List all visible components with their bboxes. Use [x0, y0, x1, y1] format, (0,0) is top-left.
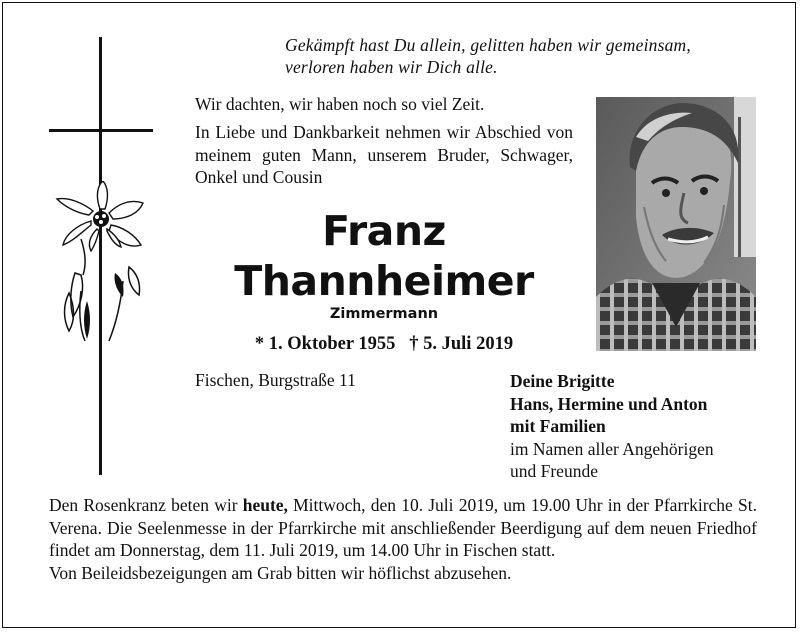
address: Fischen, Burgstraße 11 — [195, 370, 356, 390]
portrait-photo — [596, 97, 756, 351]
first-name: Franz — [322, 207, 446, 255]
last-name: Thannheimer — [234, 257, 534, 305]
motto-line-2: verloren haben wir Dich alle. — [285, 57, 498, 77]
intro-first-line: Wir dachten, wir haben noch so viel Zeit. — [195, 94, 485, 114]
condolence-note: Von Beileidsbezeigungen am Grab bitten wir höflichst abzusehen. — [49, 562, 512, 583]
signature-line-2: Hans, Hermine und Anton — [510, 393, 708, 414]
death-date: † 5. Juli 2019 — [409, 334, 514, 354]
motto-line-1: Gekämpft hast Du allein, gelitten haben wir gemeinsam, — [285, 35, 691, 55]
obituary-notice — [2, 2, 796, 628]
life-dates — [195, 334, 573, 355]
signature-line-1: Deine Brigitte — [510, 371, 615, 391]
occupation: Zimmermann — [329, 306, 439, 322]
signature-line-3: mit Familien — [510, 416, 606, 436]
service-text-start: Den Rosenkranz beten wir — [49, 495, 243, 515]
service-paragraph — [49, 494, 757, 562]
signatures — [510, 370, 714, 483]
intro-text: In Liebe und Dankbarkeit nehmen wir Abschied von meinem guten Mann, unserem Bruder, Schwager, Onkel und Cousin — [195, 122, 573, 187]
service-text-rest: Mittwoch, den 10. Juli 2019, um 19.00 Uhr in der Pfarrkirche St. Verena. Die Seelenmesse in der Pfarrkirche mit anschließender Beerdigung auf dem neuen Friedhof findet am Donnerstag, dem 11. Juli 2019, um 14.00 Uhr in Fischen statt. — [49, 495, 757, 561]
signature-line-5: und Freunde — [510, 461, 598, 481]
birth-date: * 1. Oktober 1955 — [254, 334, 396, 354]
service-text-highlight: heute, — [242, 495, 288, 515]
signature-line-4: im Namen aller Angehörigen — [510, 438, 714, 459]
edelweiss-icon — [51, 181, 157, 356]
cross-bar — [49, 129, 153, 132]
service-information — [49, 494, 757, 584]
motto — [285, 34, 765, 78]
